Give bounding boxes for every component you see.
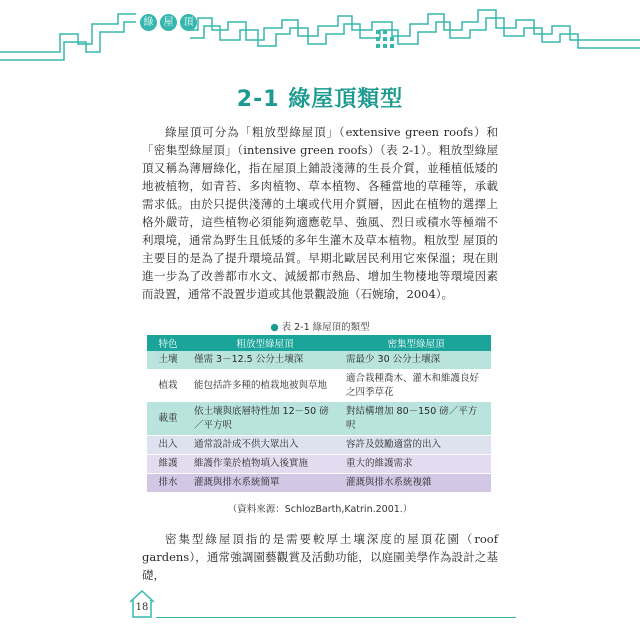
cell-intensive: 適合栽種喬木、灌木和維護良好之四季草花: [341, 370, 491, 403]
cell-feature: 出入: [147, 436, 189, 455]
cell-feature: 載重: [147, 403, 189, 436]
cell-extensive: 僅需 3－12.5 公分土壤深: [189, 351, 341, 370]
table-row: [147, 403, 491, 436]
header-char-2: 屋: [160, 14, 177, 31]
cell-intensive: 灌溉與排水系統複雜: [341, 474, 491, 493]
cell-feature: 維護: [147, 455, 189, 474]
table-row: [147, 474, 491, 493]
table-row: [147, 436, 491, 455]
skyline-header-graphic: [0, 0, 640, 70]
cell-extensive: 通常設計成不供大眾出入: [189, 436, 341, 455]
header-feature: 特色: [147, 335, 189, 351]
cell-intensive: 需最少 30 公分土壤深: [341, 351, 491, 370]
header-intensive: 密集型綠屋頂: [341, 335, 491, 351]
header-char-1: 綠: [140, 14, 157, 31]
header-label: [140, 14, 197, 31]
cell-extensive: 灌溉與排水系統簡單: [189, 474, 341, 493]
table-source-note: （資料來源：SchlozBarth,Katrin.2001.）: [227, 504, 413, 515]
page-number: 18: [135, 602, 149, 613]
section-title: 2-1 綠屋頂類型: [236, 87, 404, 112]
table-row: [147, 351, 491, 370]
footer-divider: [156, 617, 516, 618]
cell-extensive: 能包括許多種的植栽地被與草地: [189, 370, 341, 403]
paragraph-1: 綠屋頂可分為「粗放型綠屋頂」（extensive green roofs）和「密集型綠屋頂」（intensive green roofs）（表 2-1）。粗放型綠屋頂又稱為薄層綠化，指在屋頂上鋪設淺薄的生長介質，並種植低矮的地被植物，如青苔、多肉植物、草本植物、各種當地的草種等，承載需求低。由於只提供淺薄的土壤或代用介質層，因此在植物的選擇上格外嚴苛，這些植物必須能夠適應乾旱、強風、烈日或積水等極端不利環境，通常為野生且低矮的多年生灌木及草本植物。粗放型 屋頂的主要目的是為了提升環境品質。早期北歐居民利用它來保溫；現在則進一步為了改善都市水文、減緩都市熱島、增加生物棲地等環境因素而設置，通常不設置步道或其他景觀設施（石婉瑜，2004）。: [142, 125, 498, 301]
table-row: [147, 455, 491, 474]
table-caption-text: 表 2-1 綠屋頂的類型: [281, 322, 370, 333]
header-char-3: 頂: [180, 14, 197, 31]
cell-intensive: 重大的維護需求: [341, 455, 491, 474]
cell-feature: 植栽: [147, 370, 189, 403]
cell-feature: 土壤: [147, 351, 189, 370]
cell-intensive: 對結構增加 80－150 磅／平方呎: [341, 403, 491, 436]
cell-feature: 排水: [147, 474, 189, 493]
paragraph-2: 密集型綠屋頂指的是需要較厚土壤深度的屋頂花園（roof gardens），通常強調園藝觀賞及活動功能，以庭園美學作為設計之基礎，: [142, 532, 498, 582]
cell-extensive: 依土壤與底層特性加 12－50 磅／平方呎: [189, 403, 341, 436]
table-header-row: [147, 335, 491, 351]
table-row: [147, 370, 491, 403]
roof-types-table: [147, 335, 491, 493]
cell-intensive: 容許及鼓勵適當的出入: [341, 436, 491, 455]
bullet-icon: ●: [270, 322, 279, 333]
cell-extensive: 維護作業於植物填入後實施: [189, 455, 341, 474]
table-caption: [0, 319, 640, 333]
header-extensive: 粗放型綠屋頂: [189, 335, 341, 351]
